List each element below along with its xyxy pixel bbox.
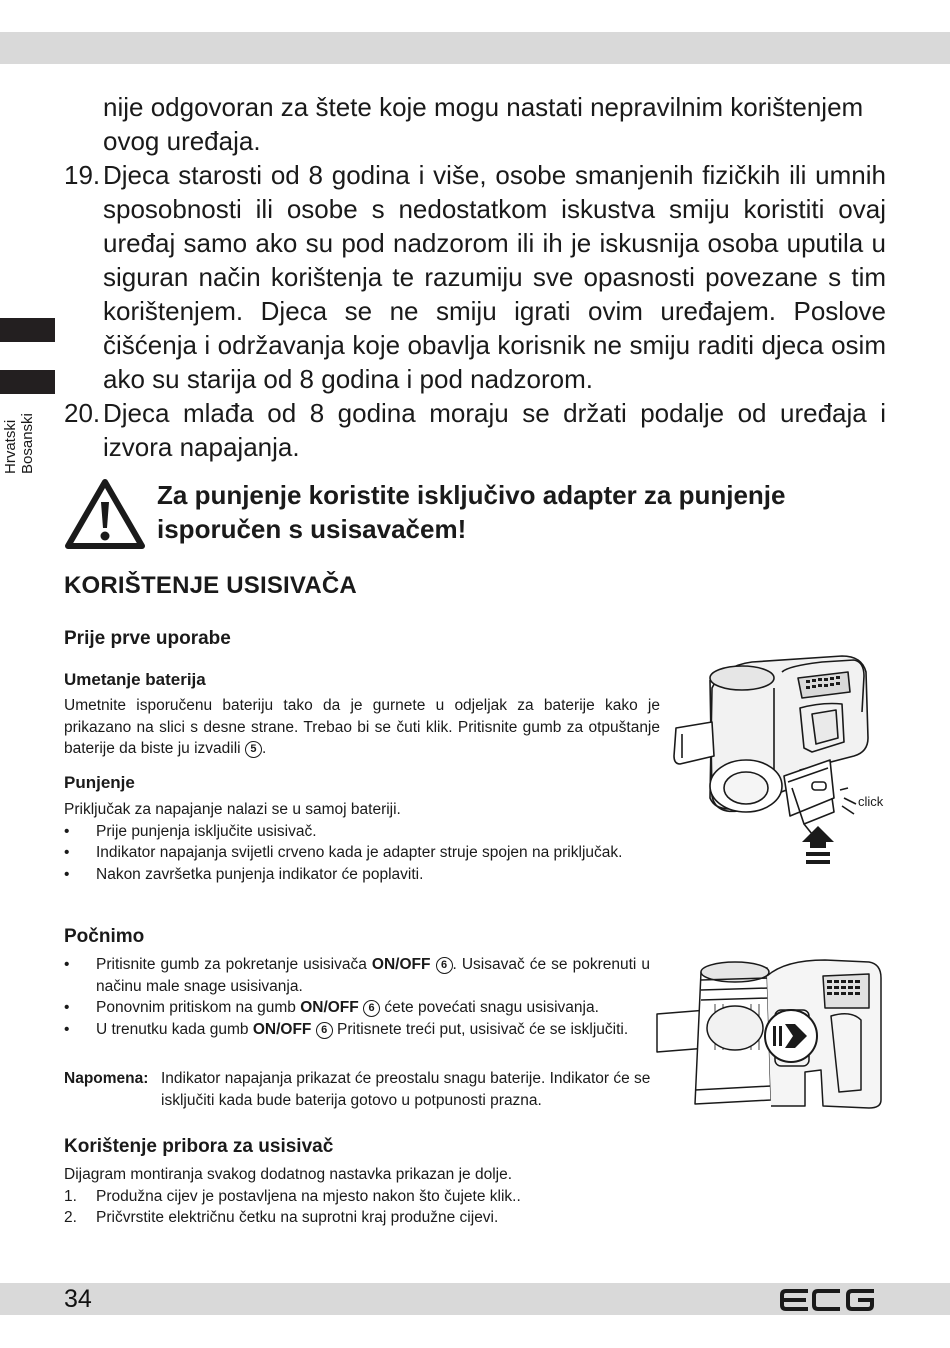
list-item: 1. Produžna cijev je postavljena na mjesto nakon što čujete klik.. — [64, 1187, 521, 1205]
language-tab-marker — [0, 318, 55, 342]
safety-instructions — [64, 90, 886, 464]
battery-text: Umetnite isporučenu bateriju tako da je gurnete u odjeljak za baterije kako je prikazano na slici s desne strane. Trebao bi se čuti klik. Pritisnite gumb za otpuštanje baterije da biste ju izvadili 5 . — [64, 697, 660, 757]
language-tab-marker — [0, 370, 55, 394]
ecg-logo — [780, 1288, 876, 1312]
accessories-title: Korištenje pribora za usisivač — [64, 1136, 334, 1157]
intro-line: ovog uređaja. — [103, 126, 261, 156]
start-text — [64, 954, 650, 1040]
intro-line: nije odgovoran za štete koje mogu nastati nepravilnim korištenjem — [103, 92, 864, 122]
charging-title: Punjenje — [64, 773, 135, 792]
list-item: 19. Djeca starosti od 8 godina i više, osobe smanjenih fizičkih ili umnih sposobnosti ili osobe s nedostatkom iskustva smiju koristiti ovaj uređaj samo ako su pod nadzorom ili ih je iskusnija osoba uputila u siguran način korištenja te razumiju sve opasnosti povezane s tim korištenjem. Djeca se ne smiju igrati ovim uređajem. Poslove čišćenja i održavanja koje obavlja korisnik ne smiju raditi djeca osim ako su starija od 8 godina i pod nadzorom. — [64, 160, 886, 394]
page-number: 34 — [64, 1285, 92, 1313]
list-item: • Prije punjenja isključite usisivač. — [64, 822, 317, 840]
list-item: • Pritisnite gumb za pokretanje usisivača ON/OFF 6 . Usisavač će se pokrenuti u načinu male snage usisivanja. — [64, 956, 651, 995]
power-button-figure — [655, 950, 887, 1112]
accessories-text: Dijagram montiranja svakog dodatnog nastavka prikazan je dolje. 1. Produžna cijev je postavljena na mjesto nakon što čujete klik.. 2. Pričvrstite električnu četku na suprotni kraj produžne cijevi. — [64, 1164, 664, 1229]
list-item: • Ponovnim pritiskom na gumb ON/OFF 6 ćete povećati snagu usisivanja. — [64, 999, 599, 1016]
header-bar — [0, 32, 950, 64]
list-item: • Nakon završetka punjenja indikator će poplaviti. — [64, 865, 424, 883]
list-item: • U trenutku kada gumb ON/OFF 6 Pritisnete treći put, usisivač će se isključiti. — [64, 1020, 629, 1038]
battery-insertion-figure — [672, 648, 892, 870]
language-tab-label: Hrvatski Bosanski — [2, 413, 36, 474]
warning-text: Za punjenje koristite isključivo adapter za punjenje isporučen s usisavačem! — [157, 480, 786, 544]
click-label: click — [858, 794, 884, 809]
start-title: Počnimo — [64, 926, 145, 947]
battery-title: Umetanje baterija — [64, 670, 206, 689]
note: Napomena: Indikator napajanja prikazat će preostalu snagu baterije. Indikator će se isključiti kada bude baterija gotovo u potpunosti prazna. — [64, 1070, 651, 1109]
list-item: 20. Djeca mlađa od 8 godina moraju se držati podalje od uređaja i izvora napajanja. — [64, 398, 886, 462]
warning-icon — [64, 478, 146, 550]
list-item: • Indikator napajanja svijetli crveno kada je adapter struje spojen na priključak. — [64, 844, 623, 861]
charging-text: Priključak za napajanje nalazi se u samoj bateriji. • Prije punjenja isključite usisivač. • Indikator napajanja svijetli crveno kada je adapter struje spojen na priključak. • Nakon završetka punjenja indikator će poplaviti. — [64, 799, 660, 885]
section-title: KORIŠTENJE USISIVAČA — [64, 572, 357, 599]
subsection-title: Prije prve uporabe — [64, 628, 231, 649]
list-item: 2. Pričvrstite električnu četku na suprotni kraj produžne cijevi. — [64, 1209, 499, 1226]
